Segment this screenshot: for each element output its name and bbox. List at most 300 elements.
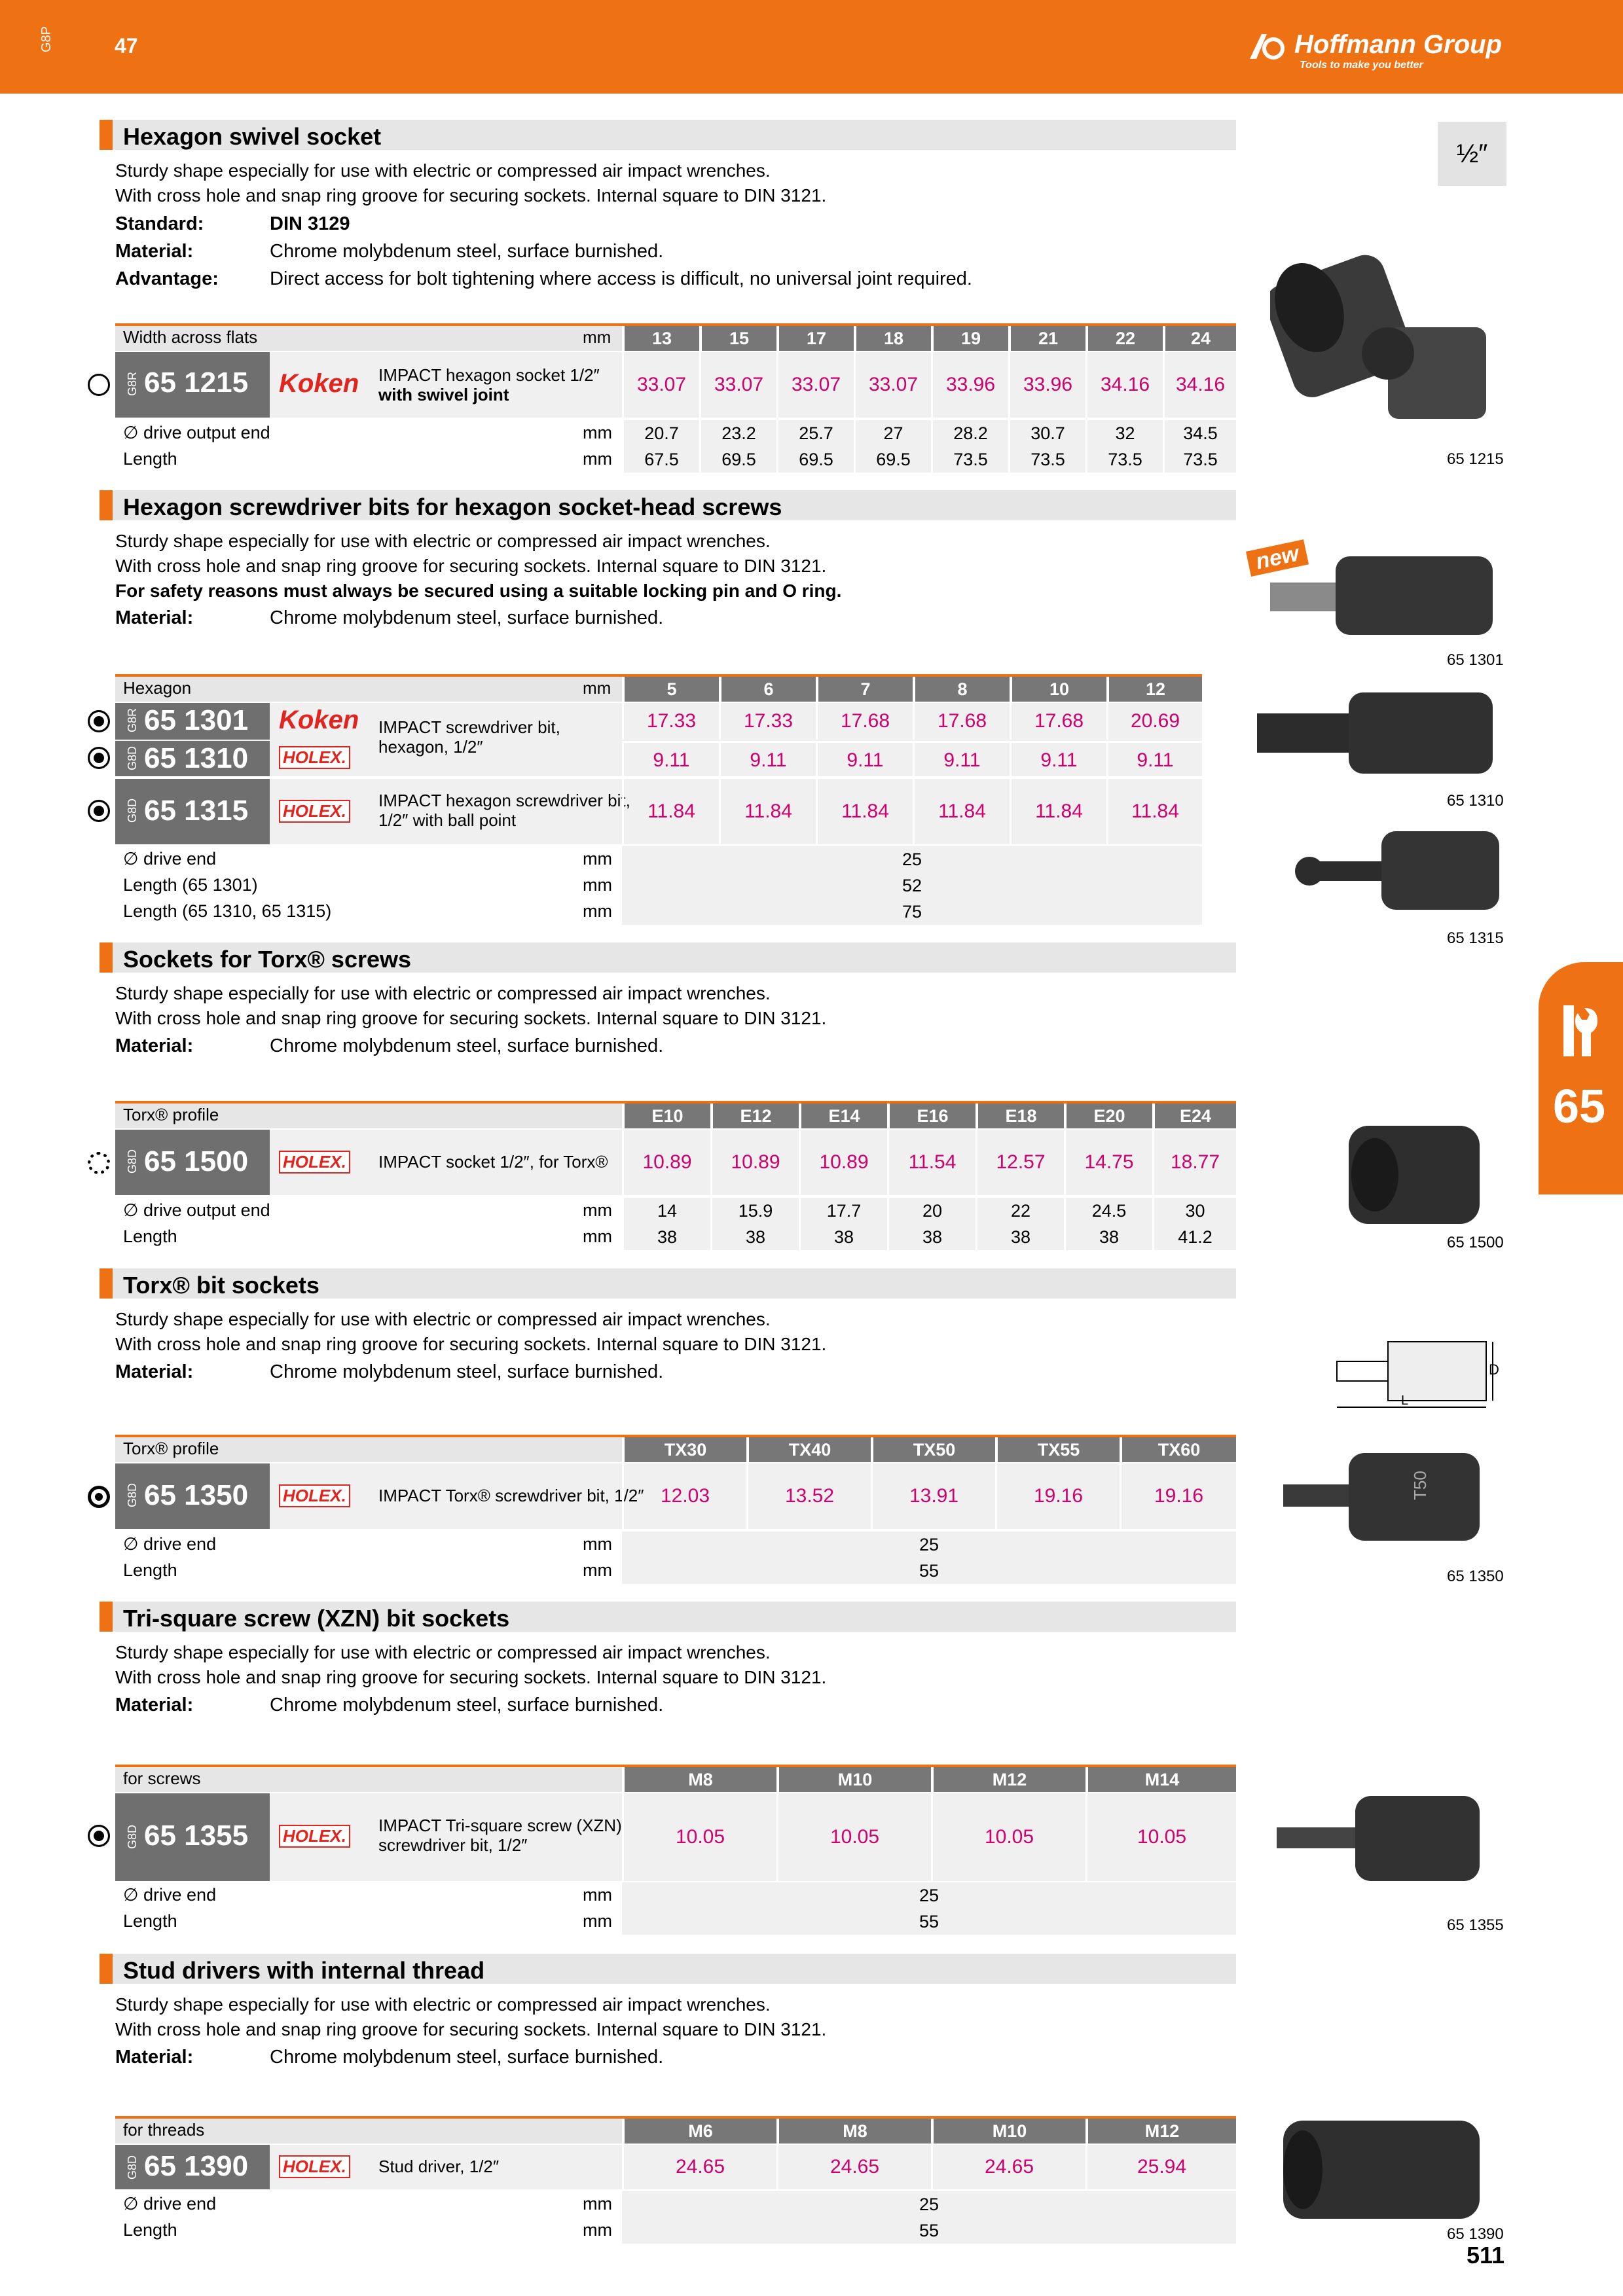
col-header: 13 bbox=[622, 326, 699, 351]
price-cell: 33.96 bbox=[1008, 352, 1085, 418]
brand-holex: HOLEX. bbox=[279, 1151, 350, 1174]
price-cell: 17.68 bbox=[1010, 703, 1106, 740]
section-title-text: Sockets for Torx® screws bbox=[123, 946, 412, 973]
data-cell: 67.5 bbox=[622, 446, 699, 473]
data-row bbox=[115, 1532, 1236, 1558]
side-label: G8P bbox=[39, 26, 54, 52]
price-cell: 11.84 bbox=[719, 779, 816, 844]
price-cell: 33.07 bbox=[622, 352, 699, 418]
data-row bbox=[115, 1558, 1236, 1584]
desc-line: Sturdy shape especially for use with electric or compressed air impact wrenches. bbox=[115, 1642, 771, 1662]
section-description bbox=[115, 529, 841, 603]
data-row bbox=[115, 2217, 1236, 2244]
col-header: M12 bbox=[1085, 2119, 1236, 2144]
row-unit: mm bbox=[583, 1560, 612, 1580]
price-cell: 9.11 bbox=[719, 741, 816, 776]
row-label: ∅ drive end bbox=[123, 1534, 217, 1554]
section-title-xzn-bit-sockets bbox=[100, 1602, 1236, 1632]
data-cell: 73.5 bbox=[1008, 446, 1085, 473]
row-label: Length bbox=[123, 449, 177, 469]
data-cell: 30 bbox=[1152, 1198, 1236, 1224]
article-group: G8D bbox=[126, 798, 139, 823]
header-label: Torx® profile bbox=[123, 1439, 219, 1458]
row-unit: mm bbox=[583, 449, 612, 469]
row-unit: mm bbox=[583, 901, 612, 921]
section-description bbox=[115, 1640, 826, 1690]
dimension-d-label: D bbox=[1489, 1361, 1499, 1378]
section-title-torx-sockets bbox=[100, 942, 1236, 973]
price-cell: 33.07 bbox=[699, 352, 776, 418]
product-row[interactable] bbox=[115, 703, 1202, 776]
hex-bit-symbol-icon bbox=[88, 747, 110, 769]
product-description bbox=[378, 1816, 622, 1855]
chapter-tab[interactable] bbox=[1539, 962, 1623, 1194]
col-header: M10 bbox=[776, 1767, 931, 1792]
data-cell: 34.5 bbox=[1163, 420, 1236, 446]
data-row bbox=[115, 1198, 1236, 1224]
spec-key: Material: bbox=[115, 241, 194, 262]
price-cell: 11.54 bbox=[887, 1130, 976, 1195]
product-row[interactable] bbox=[115, 352, 1236, 418]
header-label: for screws bbox=[123, 1768, 201, 1788]
product-image-hex-bit-651310 bbox=[1244, 681, 1506, 785]
table-header bbox=[115, 1435, 1236, 1462]
spec-key: Material: bbox=[115, 1695, 194, 1715]
price-cell: 17.68 bbox=[816, 703, 913, 740]
brand-holex: HOLEX. bbox=[279, 800, 350, 823]
col-header: M6 bbox=[622, 2119, 776, 2144]
price-cell: 24.65 bbox=[931, 2145, 1085, 2189]
desc-line: IMPACT hexagon socket 1/2″ bbox=[378, 365, 600, 385]
price-cell: 9.11 bbox=[1010, 741, 1106, 776]
data-row bbox=[115, 872, 1202, 899]
row-unit: mm bbox=[583, 1534, 612, 1554]
image-caption: 65 1350 bbox=[1447, 1568, 1504, 1585]
data-cell: 38 bbox=[799, 1224, 887, 1250]
image-caption: 65 1390 bbox=[1447, 2225, 1504, 2243]
data-row bbox=[115, 446, 1236, 473]
price-cell: 33.07 bbox=[854, 352, 931, 418]
data-cell: 69.5 bbox=[699, 446, 776, 473]
col-header: 18 bbox=[854, 326, 931, 351]
article-group: G8D bbox=[126, 2155, 139, 2180]
xzn-bit-symbol-icon bbox=[88, 1825, 110, 1847]
product-description bbox=[378, 717, 560, 757]
section-title-stud-drivers bbox=[100, 1954, 1236, 1984]
spec-value: Chrome molybdenum steel, surface burnished. bbox=[270, 1035, 664, 1056]
data-row bbox=[115, 846, 1202, 872]
desc-line: Sturdy shape especially for use with electric or compressed air impact wrenches. bbox=[115, 1994, 771, 2015]
row-unit: mm bbox=[583, 1227, 612, 1246]
price-cell: 10.05 bbox=[931, 1793, 1085, 1881]
col-header: E18 bbox=[976, 1103, 1064, 1128]
row-label: Length (65 1301) bbox=[123, 875, 258, 895]
data-cell: 41.2 bbox=[1152, 1224, 1236, 1250]
row-unit: mm bbox=[583, 849, 612, 869]
desc-line: With cross hole and snap ring groove for securing sockets. Internal square to DIN 3121. bbox=[115, 1667, 827, 1687]
hex-bit-symbol-icon bbox=[88, 800, 110, 822]
data-cell: 32 bbox=[1085, 420, 1163, 446]
section-description bbox=[115, 158, 826, 208]
spec-key: Material: bbox=[115, 607, 194, 628]
data-cell: 25 bbox=[622, 2191, 1236, 2217]
data-cell: 20.7 bbox=[622, 420, 699, 446]
size-badge: ½″ bbox=[1438, 122, 1506, 186]
row-label: Length bbox=[123, 1911, 177, 1931]
spec-value: Chrome molybdenum steel, surface burnished. bbox=[270, 607, 664, 628]
desc-line: Sturdy shape especially for use with electric or compressed air impact wrenches. bbox=[115, 531, 771, 551]
price-cell: 13.52 bbox=[746, 1463, 871, 1529]
data-row bbox=[115, 1224, 1236, 1250]
data-cell: 22 bbox=[976, 1198, 1064, 1224]
article-cell bbox=[115, 2145, 270, 2189]
section-description bbox=[115, 1307, 826, 1357]
desc-line: 1/2″ with ball point bbox=[378, 810, 517, 830]
col-header: M12 bbox=[931, 1767, 1085, 1792]
col-header: E14 bbox=[799, 1103, 887, 1128]
article-cell bbox=[115, 1463, 270, 1529]
desc-line: With cross hole and snap ring groove for securing sockets. Internal square to DIN 3121. bbox=[115, 1008, 827, 1028]
article-number: 65 1350 bbox=[144, 1479, 249, 1511]
price-cell: 13.91 bbox=[871, 1463, 995, 1529]
data-cell: 27 bbox=[854, 420, 931, 446]
col-header: E12 bbox=[710, 1103, 799, 1128]
article-group: G8R bbox=[126, 371, 139, 397]
price-cell: 10.89 bbox=[710, 1130, 799, 1195]
article-number: 65 1390 bbox=[144, 2150, 249, 2182]
col-header: M10 bbox=[931, 2119, 1085, 2144]
col-header: E16 bbox=[887, 1103, 976, 1128]
col-header: 22 bbox=[1085, 326, 1163, 351]
header-label: Torx® profile bbox=[123, 1105, 219, 1124]
col-header: 12 bbox=[1106, 677, 1202, 702]
price-cell: 10.05 bbox=[1085, 1793, 1236, 1881]
col-header: TX40 bbox=[746, 1437, 871, 1462]
article-group: G8D bbox=[126, 1149, 139, 1174]
col-header: M14 bbox=[1085, 1767, 1236, 1792]
desc-line: IMPACT hexagon screwdriver bit, bbox=[378, 791, 630, 810]
desc-line: with swivel joint bbox=[378, 385, 509, 404]
section-title-text: Hexagon swivel socket bbox=[123, 123, 382, 150]
product-row[interactable] bbox=[115, 1130, 1236, 1195]
price-cell: 11.84 bbox=[1010, 779, 1106, 844]
row-label: Length bbox=[123, 1227, 177, 1246]
data-cell: 15.9 bbox=[710, 1198, 799, 1224]
price-cell: 11.84 bbox=[816, 779, 913, 844]
chapter-number: 65 bbox=[1553, 1081, 1606, 1133]
section-title-hex-bits bbox=[100, 490, 1236, 520]
brand-holex: HOLEX. bbox=[279, 746, 350, 769]
desc-line: IMPACT Tri-square screw (XZN) bbox=[378, 1816, 622, 1835]
data-cell: 23.2 bbox=[699, 420, 776, 446]
data-cell: 52 bbox=[622, 872, 1202, 899]
price-cell: 33.96 bbox=[931, 352, 1008, 418]
data-cell: 55 bbox=[622, 1909, 1236, 1935]
article-number: 65 1215 bbox=[144, 367, 249, 399]
price-cell: 11.84 bbox=[622, 779, 719, 844]
desc-line: With cross hole and snap ring groove for securing sockets. Internal square to DIN 3121. bbox=[115, 1334, 827, 1354]
spec-value: Chrome molybdenum steel, surface burnished. bbox=[270, 2047, 664, 2068]
row-unit: mm bbox=[583, 2220, 612, 2240]
price-cell: 24.65 bbox=[776, 2145, 931, 2189]
data-cell: 73.5 bbox=[931, 446, 1008, 473]
article-number: 65 1500 bbox=[144, 1145, 249, 1177]
section-title-text: Stud drivers with internal thread bbox=[123, 1957, 485, 1984]
product-row[interactable] bbox=[115, 779, 1202, 844]
table-header bbox=[115, 1101, 1236, 1128]
col-header: TX30 bbox=[622, 1437, 746, 1462]
torx-bit-symbol-icon bbox=[88, 1486, 110, 1508]
spec-value: Chrome molybdenum steel, surface burnished. bbox=[270, 241, 664, 262]
header-label: Width across flats bbox=[123, 327, 258, 347]
data-cell: 55 bbox=[622, 1558, 1236, 1584]
col-header: 17 bbox=[776, 326, 854, 351]
col-header: 6 bbox=[719, 677, 816, 702]
image-caption: 65 1500 bbox=[1447, 1234, 1504, 1251]
col-header: TX50 bbox=[871, 1437, 995, 1462]
col-header: M8 bbox=[776, 2119, 931, 2144]
title-accent bbox=[100, 490, 113, 520]
data-row bbox=[115, 420, 1236, 446]
product-image-torx-socket bbox=[1336, 1113, 1493, 1230]
brand-logo[interactable] bbox=[1247, 30, 1502, 71]
brand-holex: HOLEX. bbox=[279, 1484, 350, 1507]
brand-koken: Koken bbox=[279, 369, 359, 398]
row-label: ∅ drive output end bbox=[123, 1200, 270, 1220]
article-group: G8D bbox=[126, 1482, 139, 1508]
brand-tagline: Tools to make you better bbox=[1300, 60, 1423, 71]
row-label: Length bbox=[123, 2220, 177, 2240]
desc-line: IMPACT screwdriver bit, bbox=[378, 717, 560, 737]
brand-name: Hoffmann Group bbox=[1294, 30, 1503, 59]
brand-koken: Koken bbox=[279, 706, 359, 734]
data-cell: 17.7 bbox=[799, 1198, 887, 1224]
col-header: 24 bbox=[1163, 326, 1236, 351]
header-unit: mm bbox=[583, 327, 611, 347]
price-cell: 19.16 bbox=[1120, 1463, 1236, 1529]
title-accent bbox=[100, 120, 113, 150]
col-header: 15 bbox=[699, 326, 776, 351]
price-cell: 14.75 bbox=[1064, 1130, 1152, 1195]
section-description bbox=[115, 981, 826, 1031]
price-cell: 12.57 bbox=[976, 1130, 1064, 1195]
price-cell: 34.16 bbox=[1085, 352, 1163, 418]
table-header bbox=[115, 2116, 1236, 2144]
price-cell: 17.68 bbox=[913, 703, 1010, 740]
section-title-text: Torx® bit sockets bbox=[123, 1272, 319, 1299]
spec-key: Material: bbox=[115, 1361, 194, 1382]
row-label: Length bbox=[123, 1560, 177, 1580]
spec-value: DIN 3129 bbox=[270, 213, 350, 234]
table-header bbox=[115, 674, 1202, 702]
row-unit: mm bbox=[583, 423, 612, 442]
price-cell: 12.03 bbox=[622, 1463, 746, 1529]
price-cell: 9.11 bbox=[816, 741, 913, 776]
article-number: 65 1355 bbox=[144, 1820, 249, 1852]
article-cell bbox=[115, 1130, 270, 1195]
data-cell: 30.7 bbox=[1008, 420, 1085, 446]
section-description bbox=[115, 1992, 826, 2042]
product-description: Stud driver, 1/2″ bbox=[378, 2157, 500, 2176]
data-cell: 20 bbox=[887, 1198, 976, 1224]
price-cell: 9.11 bbox=[622, 741, 719, 776]
spec-key: Standard: bbox=[115, 213, 204, 234]
data-cell: 69.5 bbox=[776, 446, 854, 473]
data-cell: 38 bbox=[710, 1224, 799, 1250]
image-caption: 65 1315 bbox=[1447, 929, 1504, 947]
col-header: TX55 bbox=[995, 1437, 1120, 1462]
bit-marking: T50 bbox=[1410, 1471, 1430, 1500]
price-cell: 9.11 bbox=[913, 741, 1010, 776]
article-cell bbox=[115, 779, 270, 844]
data-cell: 25.7 bbox=[776, 420, 854, 446]
title-accent bbox=[100, 1268, 113, 1299]
price-cell: 10.89 bbox=[799, 1130, 887, 1195]
page-ref: 47 bbox=[115, 34, 138, 58]
price-cell: 17.33 bbox=[719, 703, 816, 740]
price-cell: 9.11 bbox=[1106, 741, 1202, 776]
data-cell: 73.5 bbox=[1163, 446, 1236, 473]
desc-line: With cross hole and snap ring groove for securing sockets. Internal square to DIN 3121. bbox=[115, 2019, 827, 2039]
article-group: G8D bbox=[126, 745, 139, 771]
spec-value: Chrome molybdenum steel, surface burnished. bbox=[270, 1361, 664, 1382]
data-row bbox=[115, 899, 1202, 925]
torx-socket-symbol-icon bbox=[88, 1152, 110, 1174]
col-header: E24 bbox=[1152, 1103, 1236, 1128]
header-label: Hexagon bbox=[123, 678, 192, 698]
product-image-hex-bit-651301 bbox=[1244, 543, 1506, 641]
row-unit: mm bbox=[583, 1911, 612, 1931]
data-cell: 24.5 bbox=[1064, 1198, 1152, 1224]
col-header: 8 bbox=[913, 677, 1010, 702]
col-header: 21 bbox=[1008, 326, 1085, 351]
desc-line: Sturdy shape especially for use with electric or compressed air impact wrenches. bbox=[115, 983, 771, 1003]
article-number: 65 1310 bbox=[144, 742, 249, 774]
col-header: TX60 bbox=[1120, 1437, 1236, 1462]
row-label: ∅ drive end bbox=[123, 1885, 217, 1905]
price-cell: 24.65 bbox=[622, 2145, 776, 2189]
col-header: E20 bbox=[1064, 1103, 1152, 1128]
section-title-text: Hexagon screwdriver bits for hexagon socket-head screws bbox=[123, 493, 782, 520]
article-number: 65 1301 bbox=[144, 704, 249, 736]
price-cell: 11.84 bbox=[1106, 779, 1202, 844]
article-cell bbox=[115, 352, 270, 418]
price-cell: 33.07 bbox=[776, 352, 854, 418]
data-cell: 28.2 bbox=[931, 420, 1008, 446]
col-header: 5 bbox=[622, 677, 719, 702]
price-cell: 10.89 bbox=[622, 1130, 710, 1195]
product-row[interactable] bbox=[115, 1793, 1236, 1881]
row-unit: mm bbox=[583, 1885, 612, 1905]
data-cell: 14 bbox=[622, 1198, 710, 1224]
desc-line: screwdriver bit, 1/2″ bbox=[378, 1835, 528, 1855]
spec-key: Material: bbox=[115, 1035, 194, 1056]
dimension-l-label: L bbox=[1401, 1393, 1409, 1408]
article-cell bbox=[115, 703, 270, 740]
desc-line: With cross hole and snap ring groove for securing sockets. Internal square to DIN 3121. bbox=[115, 185, 827, 206]
data-row bbox=[115, 2191, 1236, 2217]
section-title-torx-bit-sockets bbox=[100, 1268, 1236, 1299]
data-row bbox=[115, 1882, 1236, 1909]
data-row bbox=[115, 1909, 1236, 1935]
price-cell: 19.16 bbox=[995, 1463, 1120, 1529]
col-header: 10 bbox=[1010, 677, 1106, 702]
desc-line: Sturdy shape especially for use with electric or compressed air impact wrenches. bbox=[115, 1309, 771, 1329]
table-header bbox=[115, 323, 1236, 351]
brand-holex: HOLEX. bbox=[279, 1825, 350, 1848]
article-number: 65 1315 bbox=[144, 795, 249, 827]
row-label: ∅ drive end bbox=[123, 849, 217, 869]
data-cell: 69.5 bbox=[854, 446, 931, 473]
page-number: 511 bbox=[1467, 2242, 1505, 2269]
article-cell bbox=[115, 741, 270, 776]
data-cell: 55 bbox=[622, 2217, 1236, 2244]
product-description: IMPACT socket 1/2″, for Torx® bbox=[378, 1152, 608, 1172]
desc-line: With cross hole and snap ring groove for securing sockets. Internal square to DIN 3121. bbox=[115, 556, 827, 576]
col-header: E10 bbox=[622, 1103, 710, 1128]
hexagon-symbol-icon bbox=[88, 374, 110, 396]
data-cell: 38 bbox=[976, 1224, 1064, 1250]
image-caption: 65 1215 bbox=[1447, 450, 1504, 468]
data-cell: 25 bbox=[622, 846, 1202, 872]
product-description: IMPACT Torx® screwdriver bit, 1/2″ bbox=[378, 1486, 644, 1505]
image-caption: 65 1355 bbox=[1447, 1916, 1504, 1934]
data-cell: 25 bbox=[622, 1882, 1236, 1909]
desc-line: hexagon, 1/2″ bbox=[378, 737, 483, 757]
desc-line: Sturdy shape especially for use with electric or compressed air impact wrenches. bbox=[115, 160, 771, 181]
product-row[interactable] bbox=[115, 2145, 1236, 2189]
price-cell: 17.33 bbox=[622, 703, 719, 740]
image-caption: 65 1310 bbox=[1447, 792, 1504, 810]
data-cell: 75 bbox=[622, 899, 1202, 925]
data-cell: 38 bbox=[1064, 1224, 1152, 1250]
title-accent bbox=[100, 1954, 113, 1984]
article-group: G8R bbox=[126, 708, 139, 733]
brand-holex: HOLEX. bbox=[279, 2155, 350, 2178]
row-unit: mm bbox=[583, 1200, 612, 1220]
row-label: Length (65 1310, 65 1315) bbox=[123, 901, 332, 921]
header-bar bbox=[0, 0, 1623, 94]
title-accent bbox=[100, 942, 113, 973]
col-header: 19 bbox=[931, 326, 1008, 351]
row-unit: mm bbox=[583, 2194, 612, 2214]
article-cell bbox=[115, 1793, 270, 1881]
wrench-icon bbox=[1558, 1001, 1604, 1060]
col-header: M8 bbox=[622, 1767, 776, 1792]
product-image-stud-driver bbox=[1270, 2108, 1493, 2232]
price-cell: 11.84 bbox=[913, 779, 1010, 844]
row-unit: mm bbox=[583, 875, 612, 895]
spec-value: Direct access for bolt tightening where access is difficult, no universal joint required. bbox=[270, 268, 972, 289]
hoffmann-logo-icon bbox=[1247, 31, 1290, 60]
row-label: ∅ drive end bbox=[123, 2194, 217, 2214]
product-description bbox=[378, 365, 600, 404]
price-cell: 34.16 bbox=[1163, 352, 1236, 418]
data-cell: 38 bbox=[622, 1224, 710, 1250]
spec-value: Chrome molybdenum steel, surface burnished. bbox=[270, 1695, 664, 1715]
new-badge: new bbox=[1246, 539, 1309, 577]
title-accent bbox=[100, 1602, 113, 1632]
spec-key: Material: bbox=[115, 2047, 194, 2068]
row-label: ∅ drive output end bbox=[123, 423, 270, 442]
price-cell: 20.69 bbox=[1106, 703, 1202, 740]
header-label: for threads bbox=[123, 2120, 205, 2140]
article-group: G8D bbox=[126, 1824, 139, 1850]
product-description bbox=[378, 791, 630, 830]
product-row[interactable] bbox=[115, 1463, 1236, 1529]
section-title-text: Tri-square screw (XZN) bit sockets bbox=[123, 1605, 510, 1632]
header-unit: mm bbox=[583, 678, 611, 698]
